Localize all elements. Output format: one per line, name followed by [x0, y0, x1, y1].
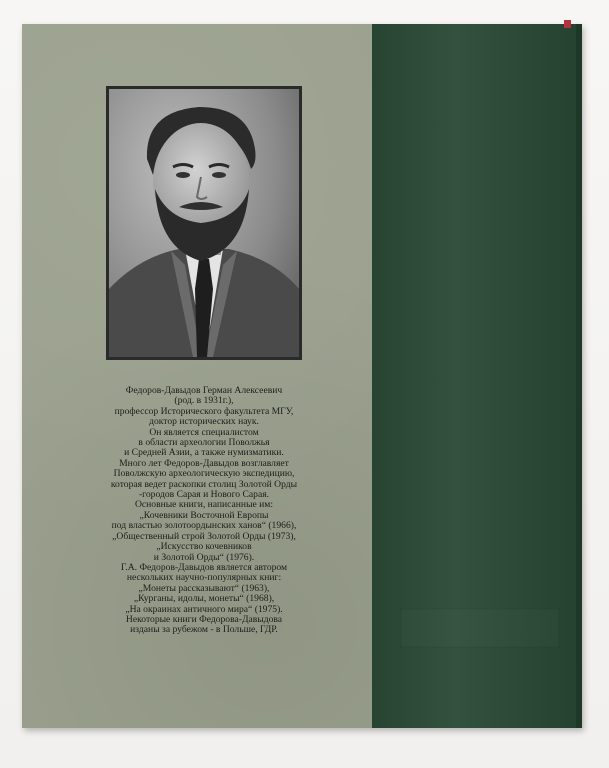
caption-line: нескольких научно-популярных книг: [126, 572, 282, 584]
paper-jacket-panel [22, 24, 372, 728]
caption-line: „Монеты рассказывают“ (1963), [138, 582, 270, 594]
book-back-cover [22, 24, 582, 728]
author-photo [106, 86, 302, 360]
bookmark-ribbon [564, 20, 571, 28]
portrait-photo-icon [109, 89, 299, 357]
caption-line: и Средней Азии, а также нумизматики. [124, 447, 284, 459]
caption-line: Он является специалистом [149, 426, 259, 438]
caption-line: „Кочевники Восточной Европы [139, 509, 269, 521]
caption-line: -городов Сарая и Нового Сарая. [138, 489, 270, 501]
caption-line: (род. в 1931г.), [174, 395, 234, 407]
caption-line: Много лет Федоров-Давыдов возглавляет [119, 457, 289, 469]
author-bio-caption [74, 386, 334, 636]
caption-line: изданы за рубежом - в Польше, ГДР. [130, 624, 278, 636]
blind-embossed-stamp [400, 608, 560, 648]
caption-line: „Искусство кочевников [156, 541, 252, 553]
caption-line: Федоров-Давыдов Герман Алексеевич [125, 385, 283, 396]
caption-line: Основные книги, написанные им: [134, 499, 274, 511]
caption-line: „Общественный строй Золотой Орды (1973), [112, 530, 296, 542]
caption-line: которая ведет раскопки столиц Золотой Орды [110, 478, 298, 490]
caption-line: профессор Исторического факультета МГУ, [114, 405, 294, 417]
caption-line: в области археологии Поволжья [138, 437, 270, 449]
caption-line: под властью золотоордынских ханов“ (1966), [111, 520, 297, 532]
caption-line: Некоторые книги Федорова-Давыдова [125, 613, 283, 625]
caption-line: Поволжскую археологическую экспедицию, [113, 468, 295, 480]
caption-line: Г.А. Федоров-Давыдов является автором [120, 561, 288, 573]
caption-line: и Золотой Орды“ (1976). [153, 551, 255, 563]
caption-line: доктор исторических наук. [149, 416, 259, 428]
binding-edge [576, 24, 582, 728]
caption-line: „Курганы, идолы, монеты“ (1968), [133, 593, 275, 605]
caption-line: „На окраинах античного мира“ (1975). [125, 603, 283, 615]
